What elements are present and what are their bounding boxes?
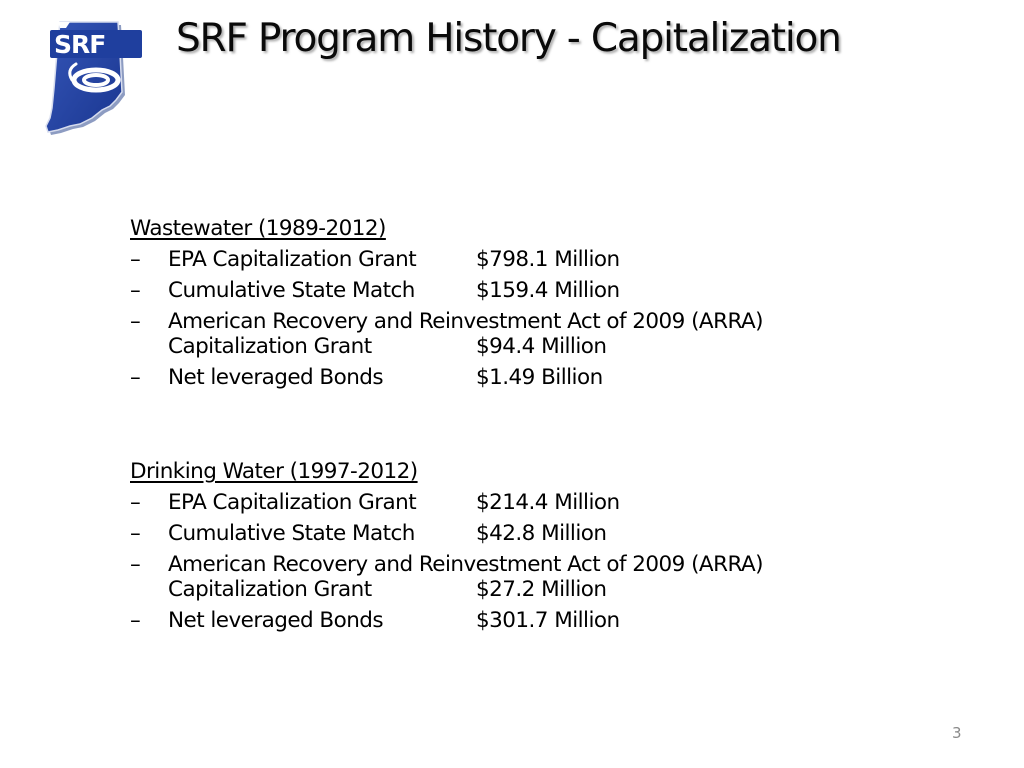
indiana-state-icon xyxy=(36,14,148,136)
item-label: Cumulative State Match xyxy=(168,278,415,303)
list-item xyxy=(130,365,890,390)
srf-indiana-logo xyxy=(36,14,148,136)
bullet-dash: – xyxy=(130,278,141,303)
list-item xyxy=(130,608,890,633)
item-label-continued xyxy=(168,577,890,602)
item-value: $42.8 Million xyxy=(476,521,607,546)
item-value: $214.4 Million xyxy=(476,490,620,515)
item-label: American Recovery and Reinvestment Act of 2009 (ARRA) xyxy=(168,552,763,577)
item-value: $301.7 Million xyxy=(476,608,620,633)
item-value: $94.4 Million xyxy=(476,334,607,359)
bullet-dash: – xyxy=(130,365,141,390)
item-label-continued xyxy=(168,334,890,359)
drinking-water-section xyxy=(130,459,890,639)
item-label: Net leveraged Bonds xyxy=(168,608,384,633)
item-label-line2: Capitalization Grant xyxy=(168,577,372,602)
item-label-line2: Capitalization Grant xyxy=(168,334,372,359)
bullet-dash: – xyxy=(130,608,141,633)
bullet-dash: – xyxy=(130,552,141,577)
bullet-dash: – xyxy=(130,309,141,334)
bullet-dash: – xyxy=(130,521,141,546)
item-label: EPA Capitalization Grant xyxy=(168,490,417,515)
list-item xyxy=(130,247,890,272)
list-item xyxy=(130,521,890,546)
list-item xyxy=(130,552,890,602)
item-label: Net leveraged Bonds xyxy=(168,365,384,390)
item-value: $798.1 Million xyxy=(476,247,620,272)
slide-title: SRF Program History - Capitalization xyxy=(176,16,841,61)
bullet-dash: – xyxy=(130,247,141,272)
item-label: Cumulative State Match xyxy=(168,521,415,546)
svg-text:SRF: SRF xyxy=(54,30,106,59)
wastewater-heading: Wastewater (1989-2012) xyxy=(130,216,386,241)
drinking-water-heading: Drinking Water (1997-2012) xyxy=(130,459,418,484)
wastewater-section xyxy=(130,216,890,396)
item-value: $159.4 Million xyxy=(476,278,620,303)
page-number: 3 xyxy=(952,724,962,742)
list-item xyxy=(130,309,890,359)
item-value: $1.49 Billion xyxy=(476,365,603,390)
bullet-dash: – xyxy=(130,490,141,515)
list-item xyxy=(130,278,890,303)
item-label: EPA Capitalization Grant xyxy=(168,247,417,272)
item-value: $27.2 Million xyxy=(476,577,607,602)
item-label: American Recovery and Reinvestment Act of 2009 (ARRA) xyxy=(168,309,763,334)
list-item xyxy=(130,490,890,515)
